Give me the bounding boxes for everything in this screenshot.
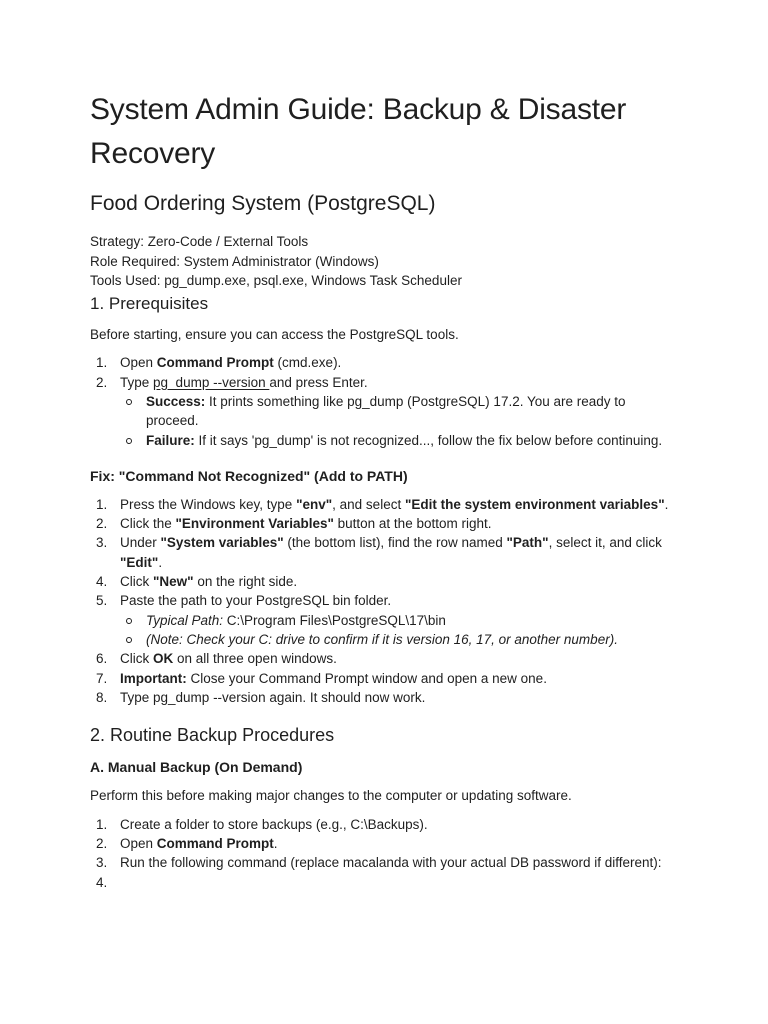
title-line-2: Recovery	[90, 137, 216, 170]
sub-list	[120, 392, 678, 450]
list-number: 4.	[96, 574, 108, 590]
sub-list	[120, 611, 678, 650]
list-number: 1.	[96, 816, 108, 832]
list-number: 2.	[96, 374, 108, 390]
list-number: 4.	[96, 874, 108, 890]
circle-bullet-icon	[126, 438, 132, 444]
document-meta	[90, 232, 678, 291]
list-item: 5. Paste the path to your PostgreSQL bin folder. Typical Path: C:\Program Files\PostgreSQL\17\bin (Note: Check your C: drive to confirm if it is version 16, 17, or another number).	[90, 591, 678, 649]
manual-backup-intro: Perform this before making major changes to the computer or updating software.	[90, 788, 572, 804]
sub-list-item-failure: Failure: If it says 'pg_dump' is not recognized..., follow the fix below before continuing.	[120, 431, 678, 450]
meta-role: Role Required: System Administrator (Windows)	[90, 253, 379, 269]
command-pg-dump-version: pg_dump --version	[153, 374, 270, 390]
list-item: 1. Press the Windows key, type "env", and select "Edit the system environment variables".	[90, 495, 678, 514]
list-number: 6.	[96, 651, 108, 667]
list-item: 8. Type pg_dump --version again. It should now work.	[90, 688, 678, 707]
circle-bullet-icon	[126, 399, 132, 405]
list-item: 2. Type pg_dump --version and press Enter. Success: It prints something like pg_dump (PostgreSQL) 17.2. You are ready to proceed. Failure: If it says 'pg_dump' is not recognized..., follow the fix below before continuing.	[90, 373, 678, 450]
circle-bullet-icon	[126, 637, 132, 643]
list-item: 3. Under "System variables" (the bottom list), find the row named "Path", select it, and click "Edit".	[96, 535, 662, 570]
manual-backup-steps-list	[90, 815, 678, 892]
list-number: 1.	[96, 496, 108, 512]
prerequisites-heading: 1. Prerequisites	[90, 293, 209, 313]
fix-steps-list	[90, 495, 678, 707]
sub-list-item-typical-path: Typical Path: C:\Program Files\PostgreSQL\17\bin	[120, 611, 678, 630]
routine-backup-heading: 2. Routine Backup Procedures	[90, 725, 335, 746]
list-item: 4. Click "New" on the right side.	[90, 572, 678, 591]
list-item: 3. Run the following command (replace macalanda with your actual DB password if different):	[90, 853, 678, 872]
list-item: 2. Click the "Environment Variables" button at the bottom right.	[90, 514, 678, 533]
list-number: 3.	[96, 535, 108, 551]
list-item: 1. Open Command Prompt (cmd.exe).	[90, 353, 678, 372]
meta-strategy: Strategy: Zero-Code / External Tools	[90, 234, 309, 249]
list-item: 2. Open Command Prompt.	[90, 834, 678, 853]
sub-list-item-note: (Note: Check your C: drive to confirm if it is version 16, 17, or another number).	[120, 630, 678, 649]
list-item: 6. Click OK on all three open windows.	[90, 649, 678, 668]
sub-list-item-success: Success: It prints something like pg_dump (PostgreSQL) 17.2. You are ready to proceed.	[120, 392, 678, 431]
manual-backup-heading: A. Manual Backup (On Demand)	[90, 759, 303, 776]
list-number: 5.	[96, 593, 108, 609]
meta-tools: Tools Used: pg_dump.exe, psql.exe, Windows Task Scheduler	[90, 273, 462, 289]
document-title	[90, 88, 678, 176]
document-subtitle: Food Ordering System (PostgreSQL)	[90, 192, 436, 215]
fix-heading: Fix: "Command Not Recognized" (Add to PATH)	[90, 467, 408, 484]
circle-bullet-icon	[126, 618, 132, 624]
list-number: 7.	[96, 670, 108, 686]
list-item: 1. Create a folder to store backups (e.g., C:\Backups).	[90, 815, 678, 834]
title-line-1: System Admin Guide: Backup & Disaster	[90, 93, 627, 126]
list-number: 1.	[96, 355, 108, 371]
prerequisites-intro: Before starting, ensure you can access the PostgreSQL tools.	[90, 326, 459, 342]
list-item: 7. Important: Close your Command Prompt window and open a new one.	[90, 669, 678, 688]
list-number: 8.	[96, 689, 108, 705]
list-item	[90, 873, 678, 892]
list-number: 2.	[96, 516, 108, 532]
prerequisites-list	[90, 353, 678, 449]
list-number: 2.	[96, 836, 108, 852]
list-number: 3.	[96, 855, 108, 871]
